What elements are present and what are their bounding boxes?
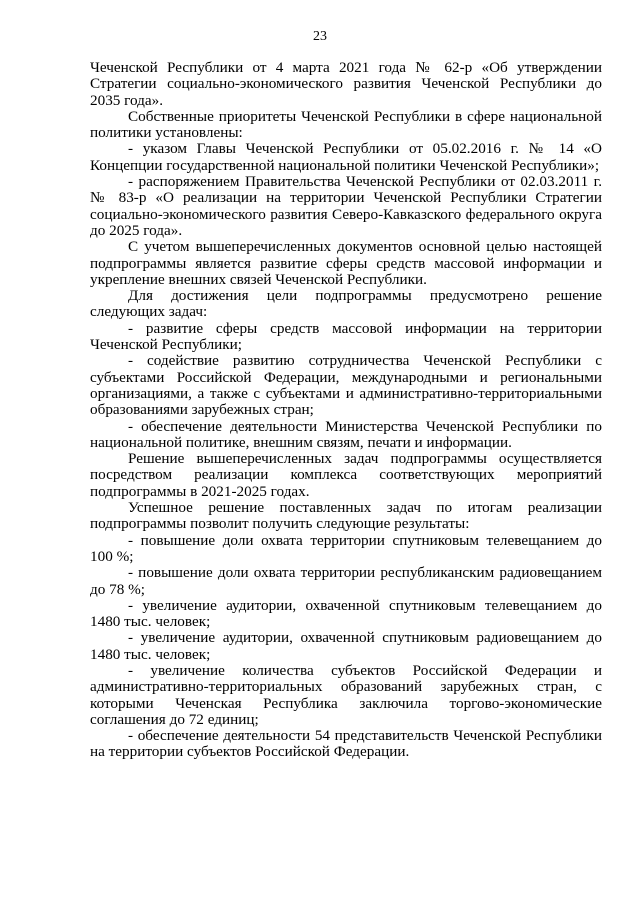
list-item-result-tv-coverage: - повышение доли охвата территории спутниковым телевещанием до 100 %; xyxy=(90,531,602,565)
list-item-result-agreements: - увеличение количества субъектов Российской Федерации и административно-территориальных образований зарубежных стран, с которыми Чеченская Республика заключила торгово-экономические соглашения до 72 единиц; xyxy=(90,661,602,728)
paragraph-tasks-intro: Для достижения цели подпрограммы предусмотрено решение следующих задач: xyxy=(90,287,602,321)
paragraph-main-goal: С учетом вышеперечисленных документов основной целью настоящей подпрограммы является развитие сферы средств массовой информации и укрепление внешних связей Чеченской Республики. xyxy=(90,238,602,288)
paragraph-own-priorities: Собственные приоритеты Чеченской Республики в сфере национальной политики установлены: xyxy=(90,107,602,142)
paragraph-results-intro: Успешное решение поставленных задач по итогам реализации подпрограммы позволит получить следующие результаты: xyxy=(90,499,602,533)
list-item-task-ministry: - обеспечение деятельности Министерства Чеченской Республики по национальной политике, внешним связям, печати и информации. xyxy=(90,417,602,451)
paragraph-strategy-order-continuation: Чеченской Республики от 4 марта 2021 года № 62-р «Об утверждении Стратегии социально-экономического развития Чеченской Республики до 2035 года». xyxy=(90,59,602,109)
list-item-result-representations: - обеспечение деятельности 54 представительств Чеченской Республики на территории субъектов Российской Федерации. xyxy=(90,727,602,761)
paragraph-implementation: Решение вышеперечисленных задач подпрограммы осуществляется посредством реализации комплекса соответствующих мероприятий подпрограммы в 2021-2025 годах. xyxy=(90,450,602,500)
list-item-task-media: - развитие сферы средств массовой информации на территории Чеченской Республики; xyxy=(90,319,602,354)
list-item-result-radio-coverage: - повышение доли охвата территории республиканским радиовещанием до 78 %; xyxy=(90,564,602,598)
list-item-government-order: - распоряжением Правительства Чеченской Республики от 02.03.2011 г. № 83-р «О реализации на территории Чеченской Республики Стратегии социально-экономического развития Северо-Кавказского федерального округа до 2025 года». xyxy=(90,173,602,239)
list-item-result-tv-audience: - увеличение аудитории, охваченной спутниковым телевещанием до 1480 тыс. человек; xyxy=(90,596,602,631)
document-body xyxy=(90,60,602,761)
list-item-decree-head: - указом Главы Чеченской Республики от 05.02.2016 г. № 14 «О Концепции государственной национальной политики Чеченской Республики»; xyxy=(90,140,602,174)
page-number: 23 xyxy=(313,29,327,44)
list-item-result-radio-audience: - увеличение аудитории, охваченной спутниковым радиовещанием до 1480 тыс. человек; xyxy=(90,629,602,663)
list-item-task-cooperation: - содействие развитию сотрудничества Чеченской Республики с субъектами Российской Федерации, международными и региональными организациями, а также с субъектами и административно-территориальными образованиями зарубежных стран; xyxy=(90,352,602,419)
